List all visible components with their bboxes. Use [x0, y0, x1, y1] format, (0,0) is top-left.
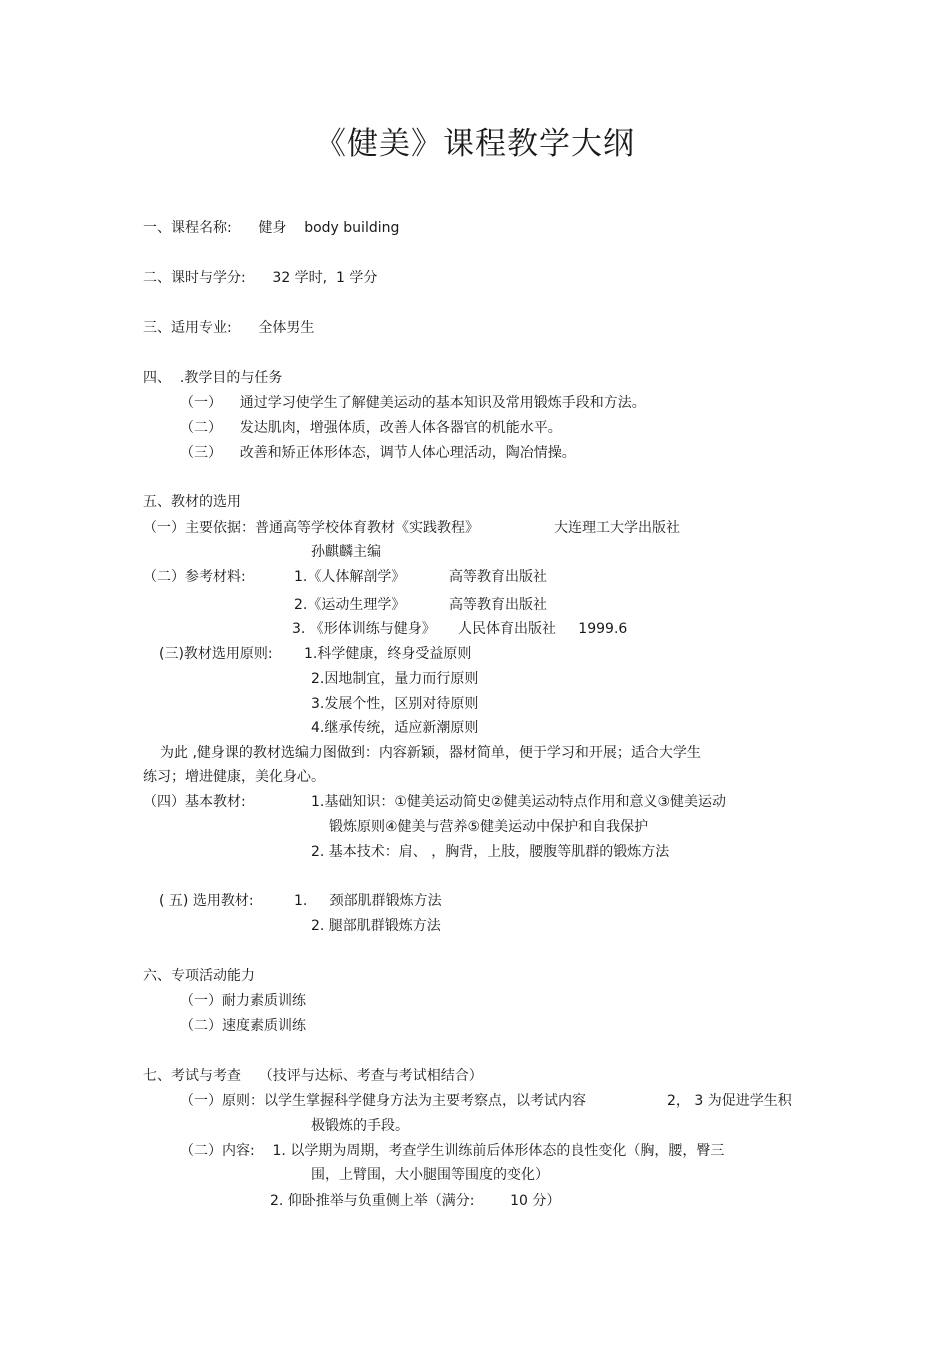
section-four-heading: 四、 .教学目的与任务 — [143, 370, 283, 386]
exam-content-line-2: 围，上臂围，大小腿围等围度的变化） — [311, 1167, 549, 1183]
reference-book-2: 2.《运动生理学》 — [294, 597, 406, 613]
basic-knowledge-line-1: 1.基础知识：①健美运动简史②健美运动特点作用和意义③健美运动 — [311, 794, 727, 810]
goal-item-1: （一） 通过学习使学生了解健美运动的基本知识及常用锻炼手段和方法。 — [180, 395, 646, 411]
optional-material-label: ( 五) 选用教材: — [159, 893, 254, 909]
optional-material-2: 2. 腿部肌群锻炼方法 — [311, 918, 441, 934]
reference-publisher-1: 高等教育出版社 — [449, 569, 547, 585]
section-six-heading: 六、专项活动能力 — [143, 968, 255, 984]
principle-4: 4.继承传统，适应新潮原则 — [311, 720, 479, 736]
main-basis-publisher: 大连理工大学出版社 — [554, 520, 680, 536]
main-basis-editor: 孙麒麟主编 — [311, 544, 381, 560]
basic-knowledge-line-2: 锻炼原则④健美与营养⑤健美运动中保护和自我保护 — [329, 819, 649, 835]
course-name-line: 一、课程名称: 健身 body building — [143, 220, 400, 236]
basic-technique-line: 2. 基本技术：肩、 ，胸背，上肢，腰腹等肌群的锻炼方法 — [311, 844, 670, 860]
selection-summary-line-2: 练习；增进健康，美化身心。 — [143, 769, 325, 785]
exam-content-line-3: 2. 仰卧推举与负重侧上举（满分: 10 分） — [270, 1193, 561, 1209]
exam-principle-line-1-end: 2， 3 为促进学生积 — [667, 1093, 792, 1109]
exam-content-line-1: （二）内容: 1. 以学期为周期，考查学生训练前后体形体态的良性变化（胸，腰，臀三 — [180, 1143, 725, 1159]
page-title: 《健美》课程教学大纲 — [315, 126, 635, 162]
optional-material-1: 1. 颈部肌群锻炼方法 — [294, 893, 442, 909]
hours-credits-line: 二、课时与学分: 32 学时, 1 学分 — [143, 270, 378, 286]
exam-principle-line-2: 极锻炼的手段。 — [311, 1118, 409, 1134]
principle-2: 2.因地制宜，量力而行原则 — [311, 671, 479, 687]
principle-1: 1.科学健康，终身受益原则 — [304, 646, 472, 662]
endurance-training: （一）耐力素质训练 — [180, 993, 306, 1009]
major-line: 三、适用专业: 全体男生 — [143, 320, 315, 336]
basic-material-label: （四）基本教材: — [143, 794, 246, 810]
main-basis-line: （一）主要依据：普通高等学校体育教材《实践教程》 — [143, 520, 479, 536]
principle-3: 3.发展个性，区别对待原则 — [311, 696, 479, 712]
speed-training: （二）速度素质训练 — [180, 1018, 306, 1034]
goal-item-2: （二） 发达肌肉，增强体质，改善人体各器官的机能水平。 — [180, 420, 562, 436]
reference-label: （二）参考材料: — [143, 569, 246, 585]
reference-publisher-2: 高等教育出版社 — [449, 597, 547, 613]
selection-principles-label: (三)教材选用原则: — [159, 646, 273, 662]
reference-book-1: 1.《人体解剖学》 — [294, 569, 406, 585]
section-five-heading: 五、教材的选用 — [143, 494, 241, 510]
goal-item-3: （三） 改善和矫正体形体态，调节人体心理活动，陶冶情操。 — [180, 445, 576, 461]
selection-summary-line-1: 为此 ,健身课的教材选编力图做到：内容新颖，器材简单，便于学习和开展；适合大学生 — [160, 745, 701, 761]
reference-book-3: 3. 《形体训练与健身》 人民体育出版社 1999.6 — [292, 621, 628, 637]
section-seven-heading: 七、考试与考查 （技评与达标、考查与考试相结合） — [143, 1068, 483, 1084]
exam-principle-line-1: （一）原则：以学生掌握科学健身方法为主要考察点，以考试内容 — [180, 1093, 586, 1109]
